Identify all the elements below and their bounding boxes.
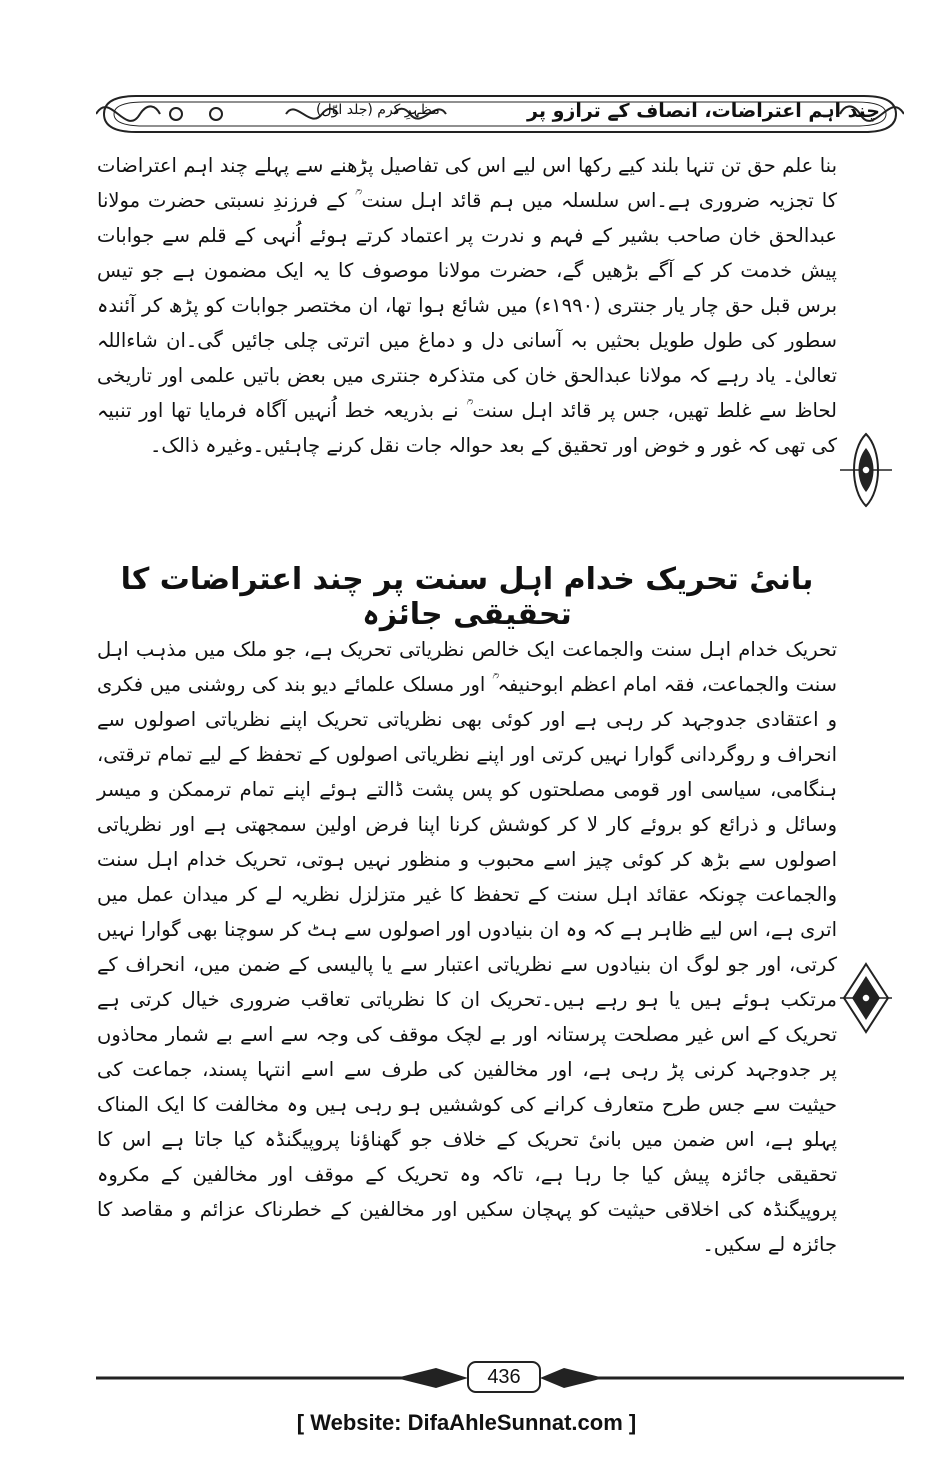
intro-paragraph: بنا علم حق تن تنہا بلند کیے رکھا اس لیے اس کی تفاصیل پڑھنے سے پہلے چند اہم اعتراضات کا تجزیہ ضروری ہے۔اس سلسلہ میں ہم قائد اہل سنت ؒ کے فرزندِ نسبتی حضرت مولانا عبدالحق خان صاحب بشیر کے فہم و ندرت پر اعتماد کرتے ہوئے اُنہی کے قلم سے جوابات پیش خدمت کر کے آگے بڑھیں گے، حضرت مولانا موصوف کا یہ ایک مضمون ہے جو تیس برس قبل حق چار یار جنتری (۱۹۹۰ء) میں شائع ہوا تھا، ان مختصر جوابات کو پڑھ کر آئندہ سطور کی طول طویل بحثیں بہ آسانی دل و دماغ میں اترتی چلی جائیں گی۔ان شاءاللہ تعالیٰ۔ یاد رہے کہ مولانا عبدالحق خان کی متذکرہ جنتری میں بعض باتیں علمی اور تاریخی لحاظ سے غلط تھیں، جس پر قائد اہل سنت ؒ نے بذریعہ خط اُنہیں آگاہ فرمایا تھا اور تنبیہ کی تھی کہ غور و خوض اور تحقیق کے بعد حوالہ جات نقل کرنے چاہئیں۔وغیرہ ذالک۔ [97,154,838,457]
page-number: 436 [487,1366,521,1388]
page-footer [96,1358,904,1398]
margin-ornament-bottom [838,960,894,1036]
section-heading: بانیٔ تحریک خدام اہل سنت پر چند اعتراضات کا تحقیقی جائزہ [120,562,814,632]
chapter-title: چند اہم اعتراضات، انصاف کے ترازو پر [527,100,880,122]
main-paragraph: تحریک خدام اہل سنت والجماعت ایک خالص نظریاتی تحریک ہے، جو ملک میں مذہب اہل سنت والجماعت، فقہ امام اعظم ابوحنیفہ ؒ اور مسلک علمائے دیو بند کی روشنی میں فکری و اعتقادی جدوجہد کر رہی ہے اور کوئی بھی نظریاتی تحریک اپنے نظریاتی اصولوں سے انحراف و روگردانی گوارا نہیں کرتی اور اپنے نظریاتی اصولوں کے تحفظ کے لیے تمام ترقتی، ہنگامی، سیاسی اور قومی مصلحتوں کو پس پشت ڈالتے ہوئے اپنے تمام ترممکن و میسر وسائل و ذرائع کو بروئے کار لا کر کوشش کرنا اپنا فرض اولین سمجھتی ہے اور نظریاتی اصولوں سے بڑھ کر کوئی چیز اسے محبوب و منظور نہیں ہوتی، تحریک خدام اہل سنت والجماعت چونکہ عقائد اہل سنت کے تحفظ کا غیر متزلزل نظریہ لے کر میدان عمل میں اتری ہے، اس لیے ظاہر ہے کہ وہ ان بنیادوں اور اصولوں سے ہٹ کر سوچنا بھی گوارا نہیں کرتی، اور جو لوگ ان بنیادوں سے نظریاتی اعتبار سے یا پالیسی کے ضمن میں، انحراف کے مرتکب ہوئے ہیں یا ہو رہے ہیں۔تحریک ان کا نظریاتی تعاقب ضروری خیال کرتی ہے تحریک کے اس غیر مصلحت پرستانہ اور بے لچک موقف کی وجہ سے اسے بے شمار محاذوں پر جدوجہد کرنی پڑ رہی ہے، اور مخالفین کی طرف سے اسے انتہا پسند، جماعت کی حیثیت سے جس طرح متعارف کرانے کی کوششیں ہو رہی ہیں وہ مخالفت کا ایک المناک پہلو ہے، اس ضمن میں بانیٔ تحریک کے خلاف جو گھناؤنا پروپیگنڈہ کیا جاتا ہے اس کا تحقیقی جائزہ پیش کیا جا رہا ہے، تاکہ وہ تحریک کے موقف اور مخالفین کے مکروہ پروپیگنڈہ کی اخلاقی حیثیت کو پہچان سکیں اور مخالفین کے خطرناک عزائم و مقاصد کا جائزہ لے سکیں۔ [97,638,837,1256]
page-header [96,86,904,142]
book-title: مظہرِ کرم (جلد اوّل) [316,102,440,118]
website-link[interactable]: [ Website: DifaAhleSunnat.com ] [296,1410,637,1435]
margin-ornament-top [836,430,896,510]
